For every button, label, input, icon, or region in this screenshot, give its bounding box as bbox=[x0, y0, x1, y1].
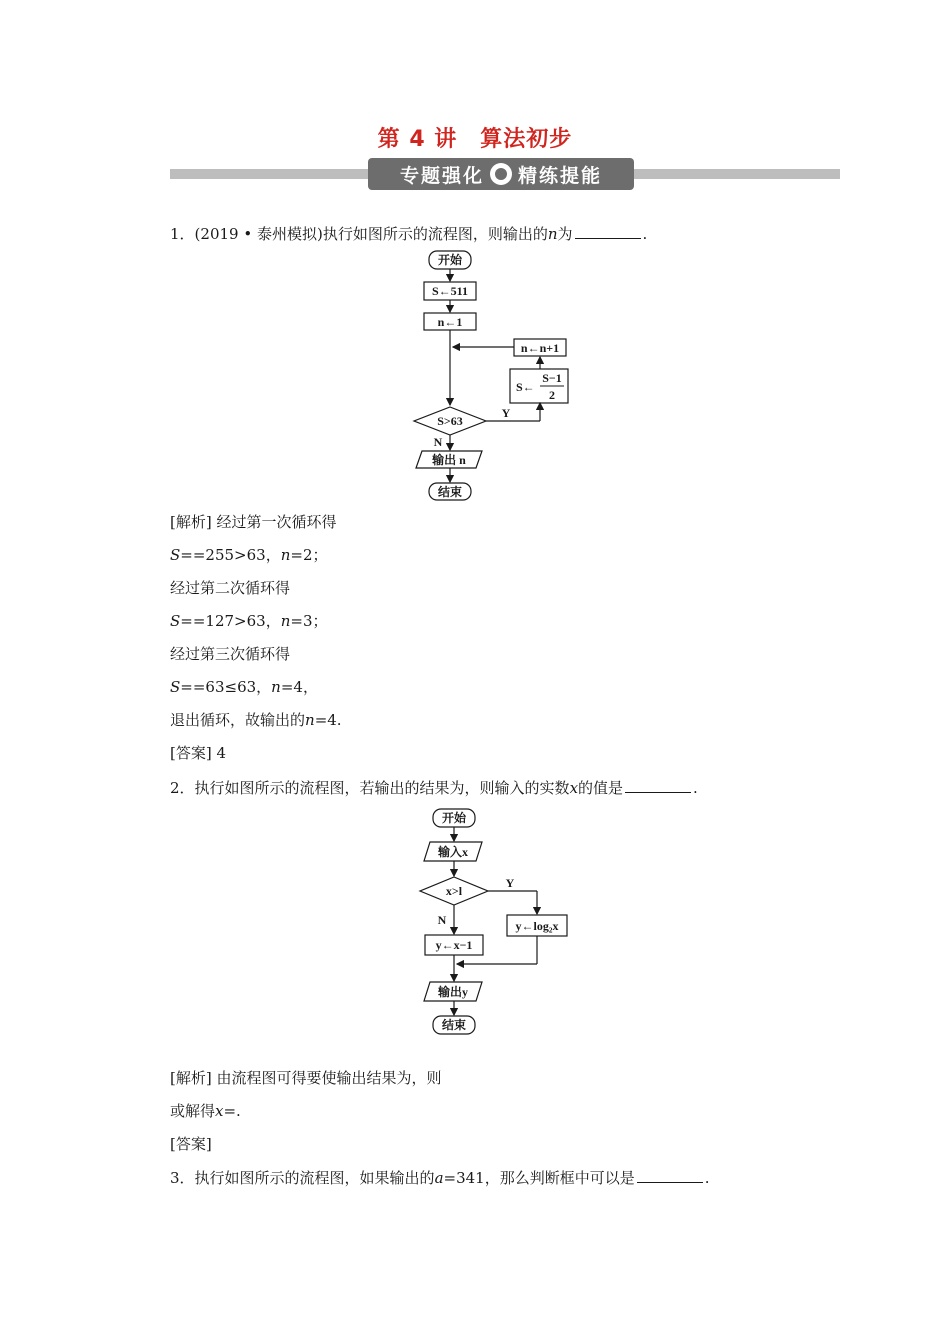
sol1-answer: [答案] 4 bbox=[170, 744, 227, 762]
fc2-no-label: N bbox=[437, 913, 447, 927]
fc1-end: 结束 bbox=[437, 485, 463, 499]
fc1-no-label: N bbox=[433, 435, 443, 449]
fc1-init-s: S←511 bbox=[431, 284, 469, 298]
sol1-line7: 退出循环，故输出的n=4. bbox=[170, 711, 342, 729]
flowchart-2 bbox=[410, 804, 580, 1040]
fc1-update-n: n←n+1 bbox=[520, 341, 560, 355]
sol1-line6: S==63≤63，n=4， bbox=[170, 678, 318, 696]
fc1-update-s-num: S−1 bbox=[542, 371, 562, 385]
fc2-condition: x>l bbox=[445, 884, 463, 898]
fc2-output: 输出y bbox=[437, 985, 469, 999]
page-title: 第 4 讲 算法初步 bbox=[377, 127, 573, 152]
question-1: 1．(2019 • 泰州模拟)执行如图所示的流程图，则输出的n为 . bbox=[170, 225, 648, 243]
fc1-update-s-lhs: S← bbox=[516, 380, 535, 394]
fc2-start: 开始 bbox=[441, 811, 467, 825]
fc1-start: 开始 bbox=[437, 253, 463, 267]
fc1-yes-label: Y bbox=[501, 406, 511, 420]
answer-blank bbox=[625, 778, 691, 793]
fc1-condition: S>63 bbox=[437, 414, 463, 428]
sol1-line5: 经过第三次循环得 bbox=[170, 645, 291, 663]
fc1-init-n: n←1 bbox=[437, 315, 463, 329]
sol2-line2: 或解得x=. bbox=[170, 1102, 241, 1120]
sol2-answer: [答案] bbox=[170, 1135, 212, 1153]
fc2-yes-label: Y bbox=[505, 876, 515, 890]
answer-blank bbox=[575, 224, 641, 239]
section-banner bbox=[368, 158, 634, 190]
question-3: 3．执行如图所示的流程图，如果输出的a=341，那么判断框中可以是 . bbox=[170, 1169, 710, 1187]
fc1-update-s-den: 2 bbox=[549, 388, 555, 402]
answer-blank bbox=[637, 1168, 703, 1183]
banner-right-text: 精练提能 bbox=[518, 164, 603, 187]
sol1-line2: S==255>63，n=2； bbox=[170, 546, 328, 564]
fc1-output: 输出 n bbox=[432, 453, 466, 467]
sol1-line4: S==127>63，n=3； bbox=[170, 612, 328, 630]
medal-icon bbox=[490, 163, 512, 185]
sol2-line1: [解析] 由流程图可得要使输出结果为，则 bbox=[170, 1069, 442, 1087]
banner-left-text: 专题强化 bbox=[399, 164, 484, 187]
flowchart-1 bbox=[400, 248, 600, 504]
question-2: 2．执行如图所示的流程图，若输出的结果为，则输入的实数x的值是 . bbox=[170, 779, 698, 797]
fc2-minus-box: y←x−1 bbox=[435, 938, 473, 952]
sol1-line3: 经过第二次循环得 bbox=[170, 579, 291, 597]
fc2-end: 结束 bbox=[441, 1018, 467, 1032]
fc2-log-box: y←log₂x bbox=[515, 919, 559, 933]
fc2-input: 输入x bbox=[437, 845, 469, 859]
sol1-line1: [解析] 经过第一次循环得 bbox=[170, 513, 337, 531]
